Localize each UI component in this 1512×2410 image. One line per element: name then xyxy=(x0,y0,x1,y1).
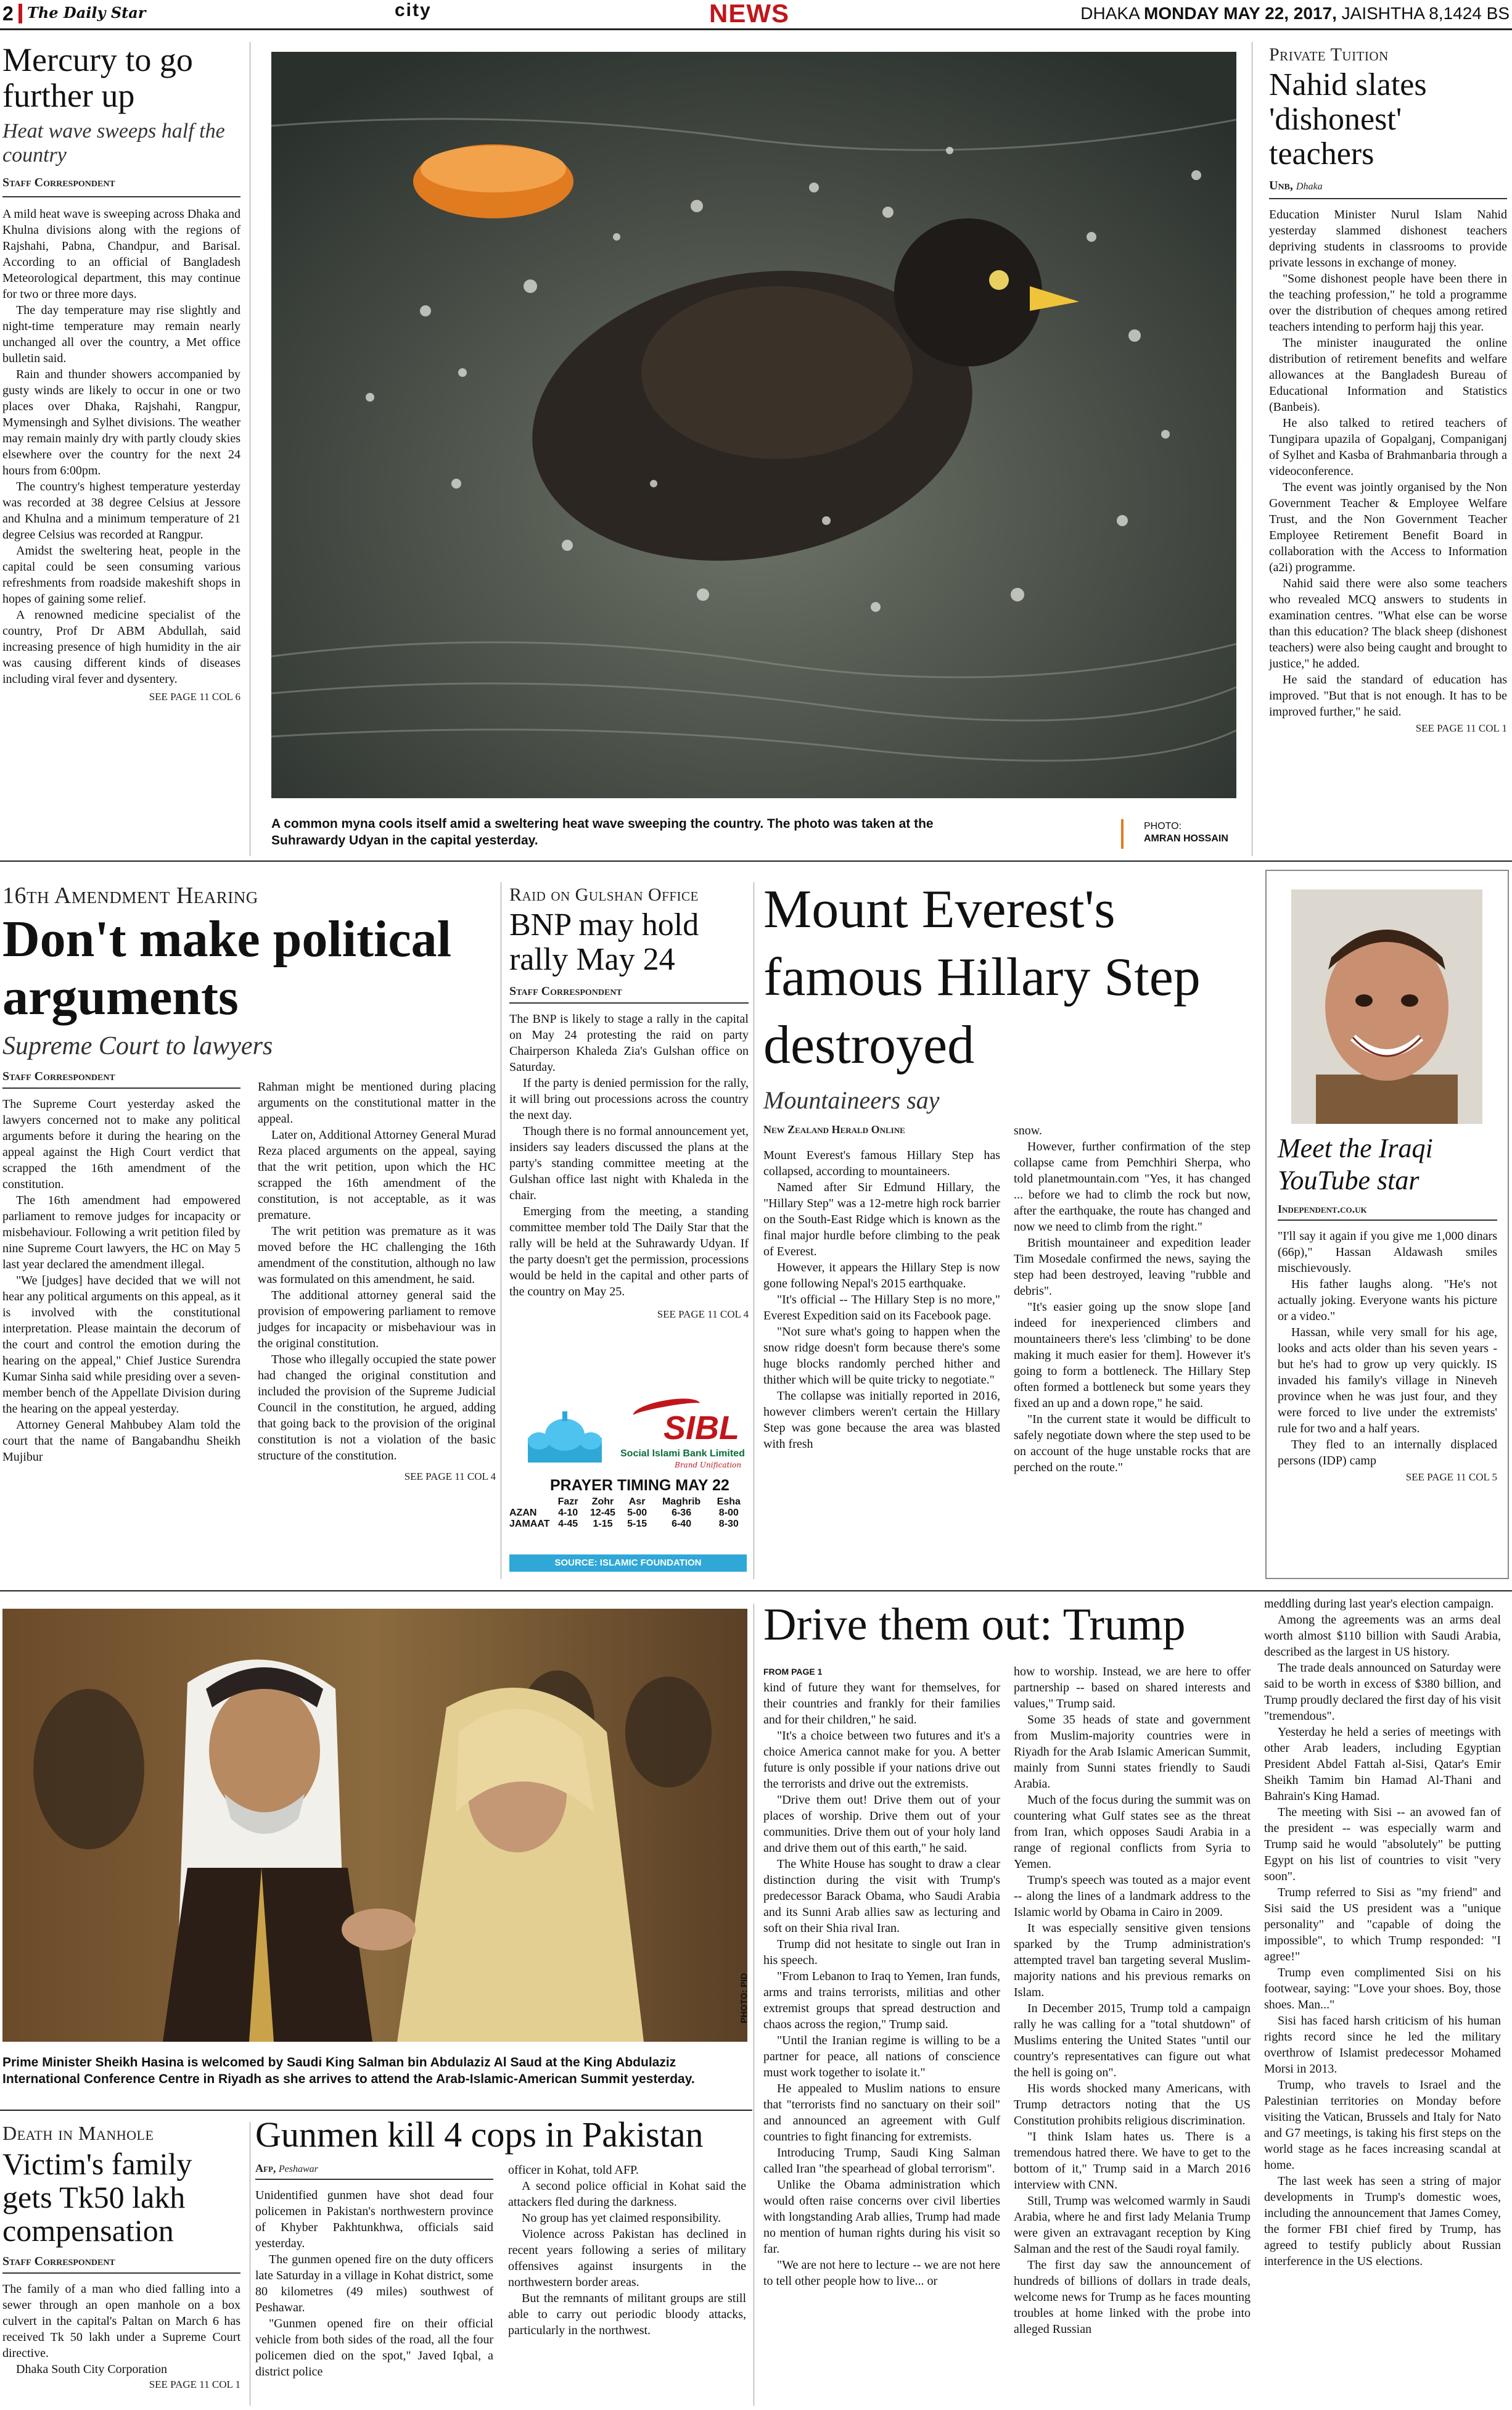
paragraph: However, further confirmation of the step collapse came from Pemchhiri Sherpa, who told planetmountain.com "Yes, it has changed ... before we had to climb the rock but now, after the earthquake, the route has changed and now we need to climb from the right." xyxy=(1014,1140,1251,1234)
story-column xyxy=(508,2162,746,2380)
headline: BNP may hold rally May 24 xyxy=(509,907,699,978)
byline-rule xyxy=(1278,1219,1497,1221)
paragraph: "From Lebanon to Iraq to Yemen, Iran funds, arms and trains terrorists, militias and other extremist groups that spread destruction and chaos across the region," Trump said. xyxy=(763,1969,1000,2031)
story-column xyxy=(2,1096,240,1485)
paragraph: The 16th amendment had empowered parliament to remove judges for incapacity or misbehaviour. Following a writ petition filed by nine Supreme Court lawyers, the HC on May 5 last year declared the amendment illegal. xyxy=(2,1194,240,1272)
paragraph: snow. xyxy=(1014,1124,1042,1137)
deck: Mountaineers say xyxy=(763,1086,940,1114)
hasina-king-salman-photo xyxy=(2,1609,747,2042)
paragraph: Though there is no formal announcement yet, insiders say leaders discussed the plans at the party's standing committee meeting at the Gulshan office last night with Khaleda in the chair. xyxy=(509,1125,749,1203)
deck: Supreme Court to lawyers xyxy=(2,1032,273,1061)
prayer-row-jamaat xyxy=(509,1519,747,1530)
prayer-header: Asr xyxy=(628,1496,646,1507)
summit-greeting-illustration xyxy=(2,1609,747,2042)
paragraph: The writ petition was premature as it was moved before the HC challenging the 16th amendment of the constitution, although no law was formulated on this amendment, he said. xyxy=(258,1224,496,1287)
headline: Mount Everest's famous Hillary Step destroyed xyxy=(763,880,1201,1075)
headline: Gunmen kill 4 cops in Pakistan xyxy=(255,2115,704,2155)
photo-credit-name: AMRAN HOSSAIN xyxy=(1144,833,1228,844)
paragraph: His father laughs along. "He's not actually joking. Everyone wants his picture or a video." xyxy=(1278,1277,1497,1323)
kicker: 16th Amendment Hearing xyxy=(2,883,258,909)
paragraph: Later on, Additional Attorney General Murad Reza placed arguments on the appeal, saying that the writ petition, upon which the HC scrapped the 16th amendment of the constitution, is not acceptable, as it was premature. xyxy=(258,1128,496,1223)
paragraph: "Some dishonest people have been there in the teaching profession," he told a programme over the distribution of cheques among retired teachers intending to perform hajj this year. xyxy=(1269,272,1507,334)
deck: Heat wave sweeps half the country xyxy=(2,119,225,167)
story-body xyxy=(509,1011,749,1300)
hasina-photo-caption: Prime Minister Sheikh Hasina is welcomed by Saudi King Salman bin Abdulaziz Al Saud at the King Abdulaziz International Conference Centre in Riyadh as she arrives to attend the Arab-Islamic-American Summit yesterday. xyxy=(2,2055,695,2086)
sibl-full-name: Social Islami Bank Limited xyxy=(620,1448,745,1459)
from-page: FROM PAGE 1 xyxy=(763,1666,823,1677)
paragraph: The White House has sought to draw a clear distinction during the visit with Trump's predecessor Barack Obama, who Saudi Arabia and its Sunni Arab allies saw as lecturing and soft on their Shia rival Iran. xyxy=(763,1857,1000,1935)
prayer-time: 1-15 xyxy=(593,1519,613,1529)
see-page-jump: SEE PAGE 11 COL 4 xyxy=(404,1471,496,1483)
paragraph: British mountaineer and expedition leader Tim Mosedale confirmed the news, saying the step had been destroyed, leaving "rubble and debris". xyxy=(1014,1236,1251,1298)
prayer-time: 4-10 xyxy=(558,1508,578,1518)
page-number-bar xyxy=(18,4,22,23)
paragraph: A second police official in Kohat said the attackers fled during the darkness. xyxy=(508,2179,746,2209)
paragraph: A mild heat wave is sweeping across Dhaka and Khulna divisions along with the regions of Rajshahi, Pabna, Chandpur, and Barisal. According to an official of Bangladesh Meteorological department, this may continue for two or three more days. xyxy=(2,207,240,301)
byline-place: Dhaka xyxy=(1296,181,1323,192)
story-pakistan xyxy=(255,2116,749,2380)
paragraph: "It's official -- The Hillary Step is no more," Everest Expedition said on its Facebook page. xyxy=(763,1293,1000,1323)
prayer-title: PRAYER TIMING MAY 22 xyxy=(550,1477,729,1494)
paragraph: He also talked to retired teachers of Tungipara upazila of Gopalganj, Companiganj of Sylhet and Kasba of Brahmanbaria through a videoconference. xyxy=(1269,416,1507,479)
paragraph: Trump even complimented Sisi on his footwear, saying: "Love your shoes. Boy, those shoes. Man..." xyxy=(1264,1965,1501,2012)
story-16th-amendment xyxy=(2,882,499,1485)
story-body xyxy=(1278,1228,1497,1469)
prayer-table xyxy=(509,1496,747,1530)
paragraph: Attorney General Mahbubey Alam told the court that the name of Bangabandhu Sheikh Mujibur xyxy=(2,1418,240,1464)
paragraph: Sisi has faced harsh criticism of his human rights record since he led the military overthrow of Islamist predecessor Mohamed Morsi in 2013. xyxy=(1264,2013,1501,2076)
headline: Don't make political arguments xyxy=(2,910,451,1026)
paragraph: However, it appears the Hillary Step is now gone following Nepal's 2015 earthquake. xyxy=(763,1261,1000,1290)
myna-photo-caption: A common myna cools itself amid a sweltering heat wave sweeping the country. The photo was taken at the Suhrawardy Udyan in the capital yesterday. xyxy=(271,817,934,848)
byline-rule xyxy=(509,1002,749,1004)
paragraph: The meeting with Sisi -- an avowed fan of the president -- was especially warm and Trump said he would "absolutely" be putting Egypt on his list of countries to visit "very soon". xyxy=(1264,1805,1501,1883)
photo-credit xyxy=(1144,820,1228,845)
dateline-bengali: JAISHTHA 8,1424 BS xyxy=(1341,4,1510,23)
myna-bird-photo xyxy=(271,52,1236,798)
paragraph: A renowned medicine specialist of the country, Prof Dr ABM Abdullah, said increasing presence of high humidity in the air was causing different kinds of diseases including viral fever and dysentery. xyxy=(2,608,240,686)
byline: Staff Correspondent xyxy=(2,175,115,189)
sibl-logo: SIBL xyxy=(664,1409,740,1446)
see-page-jump: SEE PAGE 11 COL 5 xyxy=(1405,1471,1497,1483)
prayer-header: Maghrib xyxy=(662,1496,701,1507)
paragraph: Yesterday he held a series of meetings with other Arab leaders, including Egyptian President Abdel Fattah al-Sisi, Qatar's Emir Sheikh Tamim bin Hamad Al-Thani and Bahrain's King Hamad. xyxy=(1264,1725,1501,1803)
see-page-jump: SEE PAGE 11 COL 1 xyxy=(1415,722,1507,735)
byline: Staff Correspondent xyxy=(509,984,622,999)
byline-place: Peshawar xyxy=(278,2163,318,2174)
paragraph: Those who illegally occupied the state power had changed the original constitution and included the provision of the Supreme Judicial Council in the constitution, he argued, adding that going back to the provision of the original constitution is not a violation of the basic structure of the constitution. xyxy=(258,1353,496,1463)
paragraph: The last week has seen a string of major developments in Trump's domestic woes, including the announcement that James Comey, the former FBI chief fired by Trump, has agreed to testify publicly about Russian interference in the US elections. xyxy=(1264,2174,1501,2268)
prayer-header: Esha xyxy=(717,1496,741,1507)
photo-credit-bar xyxy=(1121,819,1124,849)
see-page-jump: SEE PAGE 11 COL 1 xyxy=(149,2379,240,2390)
paragraph: Some 35 heads of state and government from Muslim-majority countries were in Riyadh for the Arab Islamic American Summit, mainly from Sunni states friendly to Saudi Arabia. xyxy=(1014,1712,1251,1791)
story-bnp-rally xyxy=(509,885,749,1321)
paragraph: "Drive them out! Drive them out of your places of worship. Drive them out of your communities. Drive them out of your holy land and drive them out of this earth," he said. xyxy=(763,1793,1000,1855)
prayer-header: Fazr xyxy=(557,1496,578,1507)
paragraph: "I think Islam hates us. There is a tremendous hatred there. We have to get to the bottom of it," Trump said in a March 2016 interview with CNN. xyxy=(1014,2129,1251,2192)
paragraph: "Until the Iranian regime is willing to be a partner for peace, all nations of conscience must work together to isolate it." xyxy=(763,2033,1000,2079)
byline-rule xyxy=(255,2179,493,2180)
prayer-header-row xyxy=(509,1496,747,1508)
paragraph: The BNP is likely to stage a rally in the capital on May 24 protesting the raid on party Chairperson Khaleda Zia's Gulshan office on Saturday. xyxy=(509,1012,749,1075)
prayer-row-label: AZAN xyxy=(509,1508,537,1518)
category-label: NEWS xyxy=(709,0,789,28)
story-columns xyxy=(2,1080,499,1485)
paragraph: Rain and thunder showers accompanied by gusty winds are likely to occur in one or two places over Dhaka, Rajshahi, Rangpur, Mymensingh and Sylhet divisions. The weather may remain mainly dry with partly cloudy skies elsewhere over the country for the next 24 hours from 6:00pm. xyxy=(2,367,240,477)
mosque-icon xyxy=(522,1404,608,1466)
paragraph: Trump's speech was touted as a major event -- along the lines of a landmark address to the Islamic world by Obama in Cairo in 2009. xyxy=(1014,1873,1251,1919)
paragraph: In December 2015, Trump told a campaign rally he was calling for a "total shutdown" of Muslims entering the United States "until our country's representatives can figure out what the hell is going on". xyxy=(1014,2001,1251,2079)
paragraph: meddling during last year's election campaign. xyxy=(1264,1596,1494,1611)
paragraph: The trade deals announced on Saturday were said to be worth in excess of $380 billion, and Trump proudly declared the first day of his visit "tremendous". xyxy=(1264,1661,1501,1723)
page-number: 2 xyxy=(2,2,14,25)
paragraph: "It's a choice between two futures and it's a choice America cannot make for you. A better future is only possible if your nations drive out the terrorists and drive out the extremists. xyxy=(763,1728,1000,1791)
section-rule xyxy=(0,2110,752,2111)
paragraph: No group has yet claimed responsibility. xyxy=(522,2211,721,2225)
story-column xyxy=(1014,1123,1251,1475)
photo-credit-label: PHOTO: xyxy=(1144,821,1182,832)
byline: Staff Correspondent xyxy=(2,1070,115,1084)
paragraph: The gunmen opened fire on the duty officers late Saturday in a village in Kohat district, some 80 kilometres (49 miles) southwest of Peshawar. xyxy=(255,2252,494,2314)
headline: Nahid slates 'dishonest' teachers xyxy=(1269,67,1427,172)
section-rule xyxy=(0,1590,1512,1591)
paragraph: Violence across Pakistan has declined in recent years following a series of military offensives against insurgents in the northwestern border areas. xyxy=(508,2227,746,2289)
photo-credit: PHOTO: PID xyxy=(739,1973,749,2023)
prayer-time: 6-40 xyxy=(672,1519,692,1529)
story-body xyxy=(255,2187,493,2380)
story-body xyxy=(2,206,240,687)
paragraph: Education Minister Nurul Islam Nahid yesterday slammed dishonest teachers depriving students in classrooms to provide private lessons in exchange of money. xyxy=(1269,208,1507,270)
masthead xyxy=(0,0,1512,28)
byline-rule xyxy=(2,196,240,197)
paragraph: officer in Kohat, told AFP. xyxy=(508,2163,639,2177)
paragraph: Trump referred to Sisi as "my friend" and Sisi said the US president was a "unique personality" and "capable of doing the impossible", to which Trump responded: "I agree!" xyxy=(1264,1885,1501,1963)
paragraph: Unidentified gunmen have shot dead four policemen in Pakistan's northwestern province of Khyber Pakhtunkhwa, officials said yesterday. xyxy=(255,2188,493,2250)
paragraph: Trump did not hesitate to single out Iran in his speech. xyxy=(763,1937,1000,1967)
prayer-row-azan xyxy=(509,1508,747,1519)
byline: Staff Correspondent xyxy=(2,2255,115,2268)
paragraph: kind of future they want for themselves, for their countries and frankly for their families and for their children," he said. xyxy=(763,1680,1000,1727)
story-body xyxy=(2,2281,240,2377)
paragraph: Hassan, while very small for his age, looks and acts older than his seven years - but he's had to grow up very quickly. IS invaded his family's village in Nineveh province when he was just four, and they were forced to live under the extremists' rule for two and a half years. xyxy=(1278,1325,1497,1435)
iraqi-boy-photo xyxy=(1291,889,1482,1124)
myna-bird-illustration xyxy=(271,52,1236,798)
paragraph: how to worship. Instead, we are here to offer partnership -- based on shared interests and values," Trump said. xyxy=(1014,1664,1251,1711)
paragraph: He appealed to Muslim nations to ensure that "terrorists find no sanctuary on their soil" and announced an agreement with Gulf countries to fight financing for extremists. xyxy=(763,2081,1000,2144)
paragraph: Mount Everest's famous Hillary Step has collapsed, according to mountaineers. xyxy=(763,1149,1000,1178)
headline: Meet the Iraqi YouTube star xyxy=(1278,1133,1433,1195)
story-manhole xyxy=(2,2122,240,2391)
dateline-city: DHAKA xyxy=(1080,4,1140,23)
sibl-tagline: Brand Unification xyxy=(675,1461,742,1469)
prayer-time: 8-00 xyxy=(718,1508,739,1518)
paragraph: Introducing Trump, Saudi King Salman called Iran "the spearhead of global terrorism". xyxy=(763,2145,1000,2176)
prayer-timing-box xyxy=(509,1388,747,1573)
boy-portrait-illustration xyxy=(1291,889,1482,1124)
paragraph: Among the agreements was an arms deal worth almost $110 billion with Saudi Arabia, described as the largest in US history. xyxy=(1264,1612,1501,1659)
byline-rule xyxy=(2,2272,240,2274)
paragraph: It was especially sensitive given tensions sparked by the Trump administration's attempted travel ban targeting several Muslim-majority nations and his previous remarks on Islam. xyxy=(1014,1921,1251,1999)
byline-agency: Afp, xyxy=(255,2161,276,2174)
prayer-row-label: JAMAAT xyxy=(509,1519,550,1529)
story-column xyxy=(1014,1664,1251,2337)
story-column xyxy=(763,1664,1000,2337)
masthead-logo: The Daily Star xyxy=(27,4,146,22)
paragraph: "Not sure what's going to happen when the snow ridge doesn't form because there's some huge blocks randomly perched hither and thither which will be quite tricky to negotiate." xyxy=(763,1325,1000,1387)
paragraph: The additional attorney general said the provision of empowering parliament to remove judges for incapacity or misbehaviour was in the original constitution. xyxy=(258,1289,496,1351)
byline-agency: Unb, xyxy=(1269,179,1293,193)
paragraph: The family of a man who died falling into a sewer through an open manhole on a box culvert in the capital's Paltan on March 6 has received Tk 50 lakh under a Supreme Court directive. xyxy=(2,2282,240,2360)
story-column xyxy=(255,2162,493,2380)
paragraph: "Gunmen opened fire on their official vehicle from both sides of the road, all the four policemen died on the spot," Javed Iqbal, a district police xyxy=(255,2316,493,2379)
paragraph: The minister inaugurated the online distribution of retirement benefits and welfare allowances at the Bangladesh Bureau of Educational Information and Statistics (Banbeis). xyxy=(1269,336,1507,415)
paragraph: Dhaka South City Corporation xyxy=(16,2363,167,2376)
paragraph: Named after Sir Edmund Hillary, the "Hillary Step" was a 12-metre high rock barrier on the South-East Ridge which is known as the final major hurdle before climbing to the peak of Everest. xyxy=(763,1181,1000,1258)
byline: Independent.co.uk xyxy=(1278,1202,1367,1215)
paragraph: But the remnants of militant groups are still able to carry out periodic bloody attacks, particularly in the northwest. xyxy=(508,2291,746,2337)
story-trump xyxy=(763,1596,1510,2337)
kicker: Private Tuition xyxy=(1269,44,1389,65)
paragraph: The Supreme Court yesterday asked the lawyers concerned not to make any political arguments before it during the hearing on the appeal against the High Court verdict that scrapped the 16th amendment of the constitution. xyxy=(2,1097,240,1192)
story-heat-wave xyxy=(2,42,240,703)
paragraph: Nahid said there were also some teachers who revealed MCQ answers to students in examination centres. "What else can be worse than this education? The black sheep (dishonest teachers) were also being caught and brought to justice," he added. xyxy=(1269,577,1507,671)
prayer-header xyxy=(509,1496,553,1508)
story-private-tuition xyxy=(1269,44,1507,735)
paragraph: Rahman might be mentioned during placing arguments on the constitutional matter in the appeal. xyxy=(258,1080,496,1126)
headline: Mercury to go further up xyxy=(2,41,193,115)
byline xyxy=(1269,179,1507,193)
paragraph: The event was jointly organised by the Non Government Teacher & Employee Welfare Trust, and the Non Government Teacher Employee Retirement Benefit Board in collaboration with the Access to Information (a2i) programme. xyxy=(1269,481,1507,575)
story-column xyxy=(763,1147,1000,1475)
prayer-time: 4-45 xyxy=(558,1519,578,1529)
paragraph: The country's highest temperature yesterday was recorded at 38 degree Celsius at Jessore and Khulna and a minimum temperature of 21 degree Celsius was recorded at Rangpur. xyxy=(2,479,240,542)
paragraph: Unlike the Obama administration which would often raise concerns over civil liberties with longstanding Arab allies, Trump had made no mention of human rights during his visit so far. xyxy=(763,2177,1000,2256)
paragraph: Still, Trump was welcomed warmly in Saudi Arabia, where he and first lady Melania Trump were given an extravagant reception by King Salman and the rest of the Saudi royal family. xyxy=(1014,2193,1251,2256)
section-label: city xyxy=(395,0,432,20)
story-column xyxy=(1264,1596,1501,2337)
paragraph: Amidst the sweltering heat, people in the capital could be seen consuming various refreshments from roadside makeshift shops in hopes of gaining some relief. xyxy=(2,543,240,606)
paragraph: The first day saw the announcement of hundreds of billions of dollars in trade deals, welcome news for Trump as he faces mounting troubles at home linked with the probe into alleged Russian xyxy=(1014,2258,1251,2336)
paragraph: He said the standard of education has improved. "But that is not enough. It has to be improved further," he said. xyxy=(1269,673,1507,719)
section-rule xyxy=(0,860,1512,862)
story-column xyxy=(258,1079,496,1485)
paragraph: "We [judges] have decided that we will not hear any political arguments on this appeal, as it is involved with the constitutional interpretation. Please maintain the decorum of the court and control the emotion during the hearing on the appeal," Chief Justice Surendra Kumar Sinha said while presiding over a seven-member bench of the Appellate Division during the hearing on the appeal yesterday. xyxy=(2,1274,240,1416)
prayer-source: SOURCE: ISLAMIC FOUNDATION xyxy=(509,1554,747,1572)
paragraph: Trump, who travels to Israel and the Palestinian territories on Monday before visiting the Vatican, Brussels and Italy for Nato and G7 meetings, is taking his first steps on the world stage as he faces increasing scandal at home. xyxy=(1264,2078,1501,2172)
kicker: Raid on Gulshan Office xyxy=(509,885,699,905)
paragraph: His words shocked many Americans, with Trump detractors noting that the US Constitution prohibits religious discrimination. xyxy=(1014,2081,1251,2127)
byline-rule xyxy=(1269,198,1507,199)
story-body xyxy=(1269,207,1507,720)
paragraph: Emerging from the meeting, a standing committee member told The Daily Star that the rally will be held at the Suhrawardy Udyan. If the party doesn't get the permission, processions would be held in the capital and other parts of the country on May 25. xyxy=(509,1205,749,1299)
see-page-jump: SEE PAGE 11 COL 4 xyxy=(657,1308,749,1321)
prayer-time: 12-45 xyxy=(590,1508,615,1518)
byline-rule xyxy=(2,1087,240,1089)
story-iraqi-youtube-star xyxy=(1265,870,1509,1579)
paragraph: "I'll say it again if you give me 1,000 dinars (66p)," Hassan Aldawash smiles mischievously. xyxy=(1278,1229,1497,1275)
story-everest xyxy=(763,876,1251,1475)
prayer-time: 5-15 xyxy=(627,1519,647,1529)
box-content xyxy=(1278,1133,1497,1484)
story-columns xyxy=(255,2162,749,2380)
masthead-rule xyxy=(0,28,1512,30)
paragraph: "In the current state it would be difficult to safely negotiate down where the step used to be on account of the huge unstable rocks that are perched on the route." xyxy=(1014,1413,1251,1474)
paragraph: The day temperature may rise slightly and night-time temperature may remain nearly unchanged all over the country, a Met office bulletin said. xyxy=(2,303,240,365)
dateline xyxy=(1080,4,1510,23)
kicker: Death in Manhole xyxy=(2,2122,154,2144)
paragraph: They fled to an internally displaced persons (IDP) camp xyxy=(1278,1437,1497,1467)
paragraph: If the party is denied permission for the rally, it will bring out processions across the country the next day. xyxy=(509,1076,749,1123)
prayer-header: Zohr xyxy=(591,1496,614,1507)
see-page-jump: SEE PAGE 11 COL 6 xyxy=(149,690,240,703)
headline: Victim's family gets Tk50 lakh compensation xyxy=(2,2147,192,2248)
paragraph: "It's easier going up the snow slope [and indeed for inexperienced climbers and mountaineers there's less 'climbing' to be done making it much easier for them]. However it's going to form a bottleneck. The Hillary Step often formed a bottleneck but some years they fixed an up and a down rope," he said. xyxy=(1014,1300,1251,1410)
headline: Drive them out: Trump xyxy=(763,1599,1186,1650)
paragraph: "We are not here to lecture -- we are not here to tell other people how to live... or xyxy=(763,2258,1000,2288)
paragraph: The collapse was initially reported in 2016, however climbers weren't certain the Hillary Step was gone because the area was blasted with fresh xyxy=(763,1389,1000,1451)
paragraph: Much of the focus during the summit was on countering what Gulf states see as the threat from Iran, which opposes Saudi Arabia in a range of regional conflicts from Syria to Yemen. xyxy=(1014,1793,1251,1871)
prayer-time: 6-36 xyxy=(672,1508,692,1518)
dateline-date: MONDAY MAY 22, 2017, xyxy=(1144,4,1337,23)
byline: New Zealand Herald Online xyxy=(763,1123,905,1136)
prayer-time: 8-30 xyxy=(718,1519,739,1529)
byline xyxy=(255,2162,493,2175)
prayer-time: 5-00 xyxy=(627,1508,647,1518)
